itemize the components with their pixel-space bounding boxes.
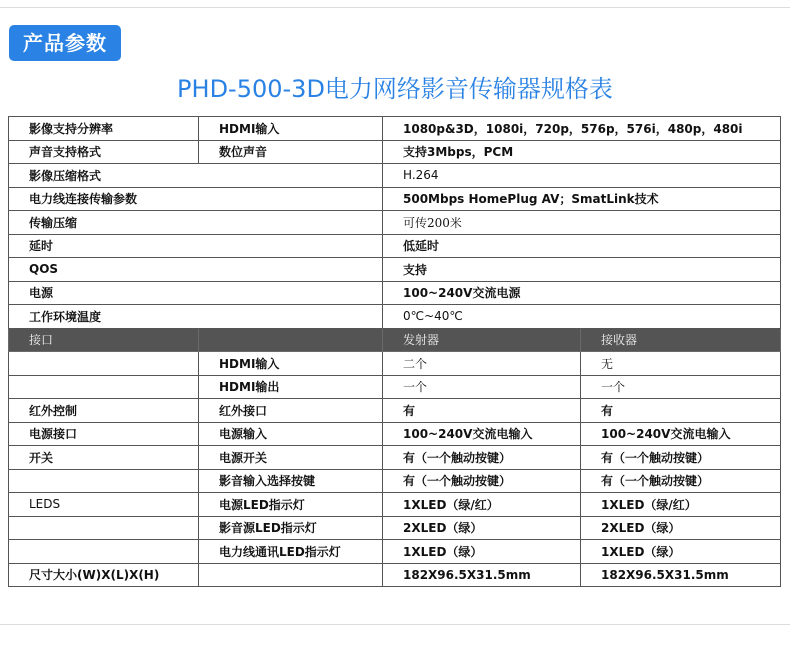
row-label: 红外控制 <box>9 399 199 423</box>
table-row <box>9 281 781 305</box>
row-sublabel: 电源LED指示灯 <box>199 493 383 517</box>
row-label <box>9 352 199 376</box>
header-transmitter: 发射器 <box>383 328 581 352</box>
table-row <box>9 493 781 517</box>
receiver-value: 1XLED（绿） <box>581 540 781 564</box>
table-row <box>9 140 781 164</box>
table-row <box>9 211 781 235</box>
row-label: 电源接口 <box>9 422 199 446</box>
row-label <box>9 516 199 540</box>
row-value: H.264 <box>383 164 781 188</box>
table-row <box>9 422 781 446</box>
row-label: 尺寸大小(W)X(L)X(H) <box>9 563 199 587</box>
table-row <box>9 117 781 141</box>
row-sublabel: HDMI输入 <box>199 352 383 376</box>
row-label <box>9 375 199 399</box>
receiver-value: 有 <box>581 399 781 423</box>
row-value: 支持 <box>383 258 781 282</box>
transmitter-value: 二个 <box>383 352 581 376</box>
row-label <box>9 469 199 493</box>
row-value: 100~240V交流电源 <box>383 281 781 305</box>
table-row <box>9 187 781 211</box>
table-row <box>9 516 781 540</box>
table-row <box>9 164 781 188</box>
row-sublabel: 电源输入 <box>199 422 383 446</box>
table-row <box>9 446 781 470</box>
table-row <box>9 305 781 329</box>
transmitter-value: 1XLED（绿/红） <box>383 493 581 517</box>
row-value: 0℃~40℃ <box>383 305 781 329</box>
row-label: 延时 <box>9 234 383 258</box>
transmitter-value: 有（一个触动按键） <box>383 469 581 493</box>
row-sublabel: 影音源LED指示灯 <box>199 516 383 540</box>
row-sublabel: HDMI输出 <box>199 375 383 399</box>
header-interface: 接口 <box>9 328 199 352</box>
row-sublabel: 数位声音 <box>199 140 383 164</box>
receiver-value: 1XLED（绿/红） <box>581 493 781 517</box>
row-value: 500Mbps HomePlug AV；SmatLink技术 <box>383 187 781 211</box>
row-value: 可传200米 <box>383 211 781 235</box>
row-label: 传输压缩 <box>9 211 383 235</box>
transmitter-value: 有 <box>383 399 581 423</box>
row-label: 开关 <box>9 446 199 470</box>
row-label: QOS <box>9 258 383 282</box>
row-value: 低延时 <box>383 234 781 258</box>
row-label: 影像压缩格式 <box>9 164 383 188</box>
transmitter-value: 一个 <box>383 375 581 399</box>
receiver-value: 2XLED（绿） <box>581 516 781 540</box>
section-badge: 产品参数 <box>9 25 121 61</box>
table-row <box>9 234 781 258</box>
row-label: 电源 <box>9 281 383 305</box>
row-label <box>9 540 199 564</box>
row-value: 1080p&3D，1080i，720p，576p，576i，480p，480i <box>383 117 781 141</box>
row-label: 工作环境温度 <box>9 305 383 329</box>
transmitter-value: 1XLED（绿） <box>383 540 581 564</box>
row-sublabel: 红外接口 <box>199 399 383 423</box>
table-header-row <box>9 328 781 352</box>
row-sublabel <box>199 563 383 587</box>
receiver-value: 100~240V交流电输入 <box>581 422 781 446</box>
row-label: 声音支持格式 <box>9 140 199 164</box>
header-receiver: 接收器 <box>581 328 781 352</box>
row-label: 影像支持分辨率 <box>9 117 199 141</box>
row-sublabel: 电力线通讯LED指示灯 <box>199 540 383 564</box>
row-label: 电力线连接传输参数 <box>9 187 383 211</box>
row-sublabel: 影音输入选择按键 <box>199 469 383 493</box>
row-sublabel: HDMI输入 <box>199 117 383 141</box>
receiver-value: 182X96.5X31.5mm <box>581 563 781 587</box>
row-value: 支持3Mbps，PCM <box>383 140 781 164</box>
transmitter-value: 100~240V交流电输入 <box>383 422 581 446</box>
table-row <box>9 375 781 399</box>
receiver-value: 有（一个触动按键） <box>581 446 781 470</box>
transmitter-value: 有（一个触动按键） <box>383 446 581 470</box>
table-row <box>9 258 781 282</box>
receiver-value: 一个 <box>581 375 781 399</box>
header-blank <box>199 328 383 352</box>
table-row <box>9 563 781 587</box>
bottom-divider <box>0 624 790 625</box>
table-row <box>9 469 781 493</box>
table-row <box>9 352 781 376</box>
row-label: LEDS <box>9 493 199 517</box>
top-divider <box>0 7 790 8</box>
spec-table <box>8 116 781 587</box>
transmitter-value: 2XLED（绿） <box>383 516 581 540</box>
page-title: PHD-500-3D电力网络影音传输器规格表 <box>177 75 613 103</box>
receiver-value: 无 <box>581 352 781 376</box>
row-sublabel: 电源开关 <box>199 446 383 470</box>
table-row <box>9 540 781 564</box>
table-row <box>9 399 781 423</box>
receiver-value: 有（一个触动按键） <box>581 469 781 493</box>
transmitter-value: 182X96.5X31.5mm <box>383 563 581 587</box>
